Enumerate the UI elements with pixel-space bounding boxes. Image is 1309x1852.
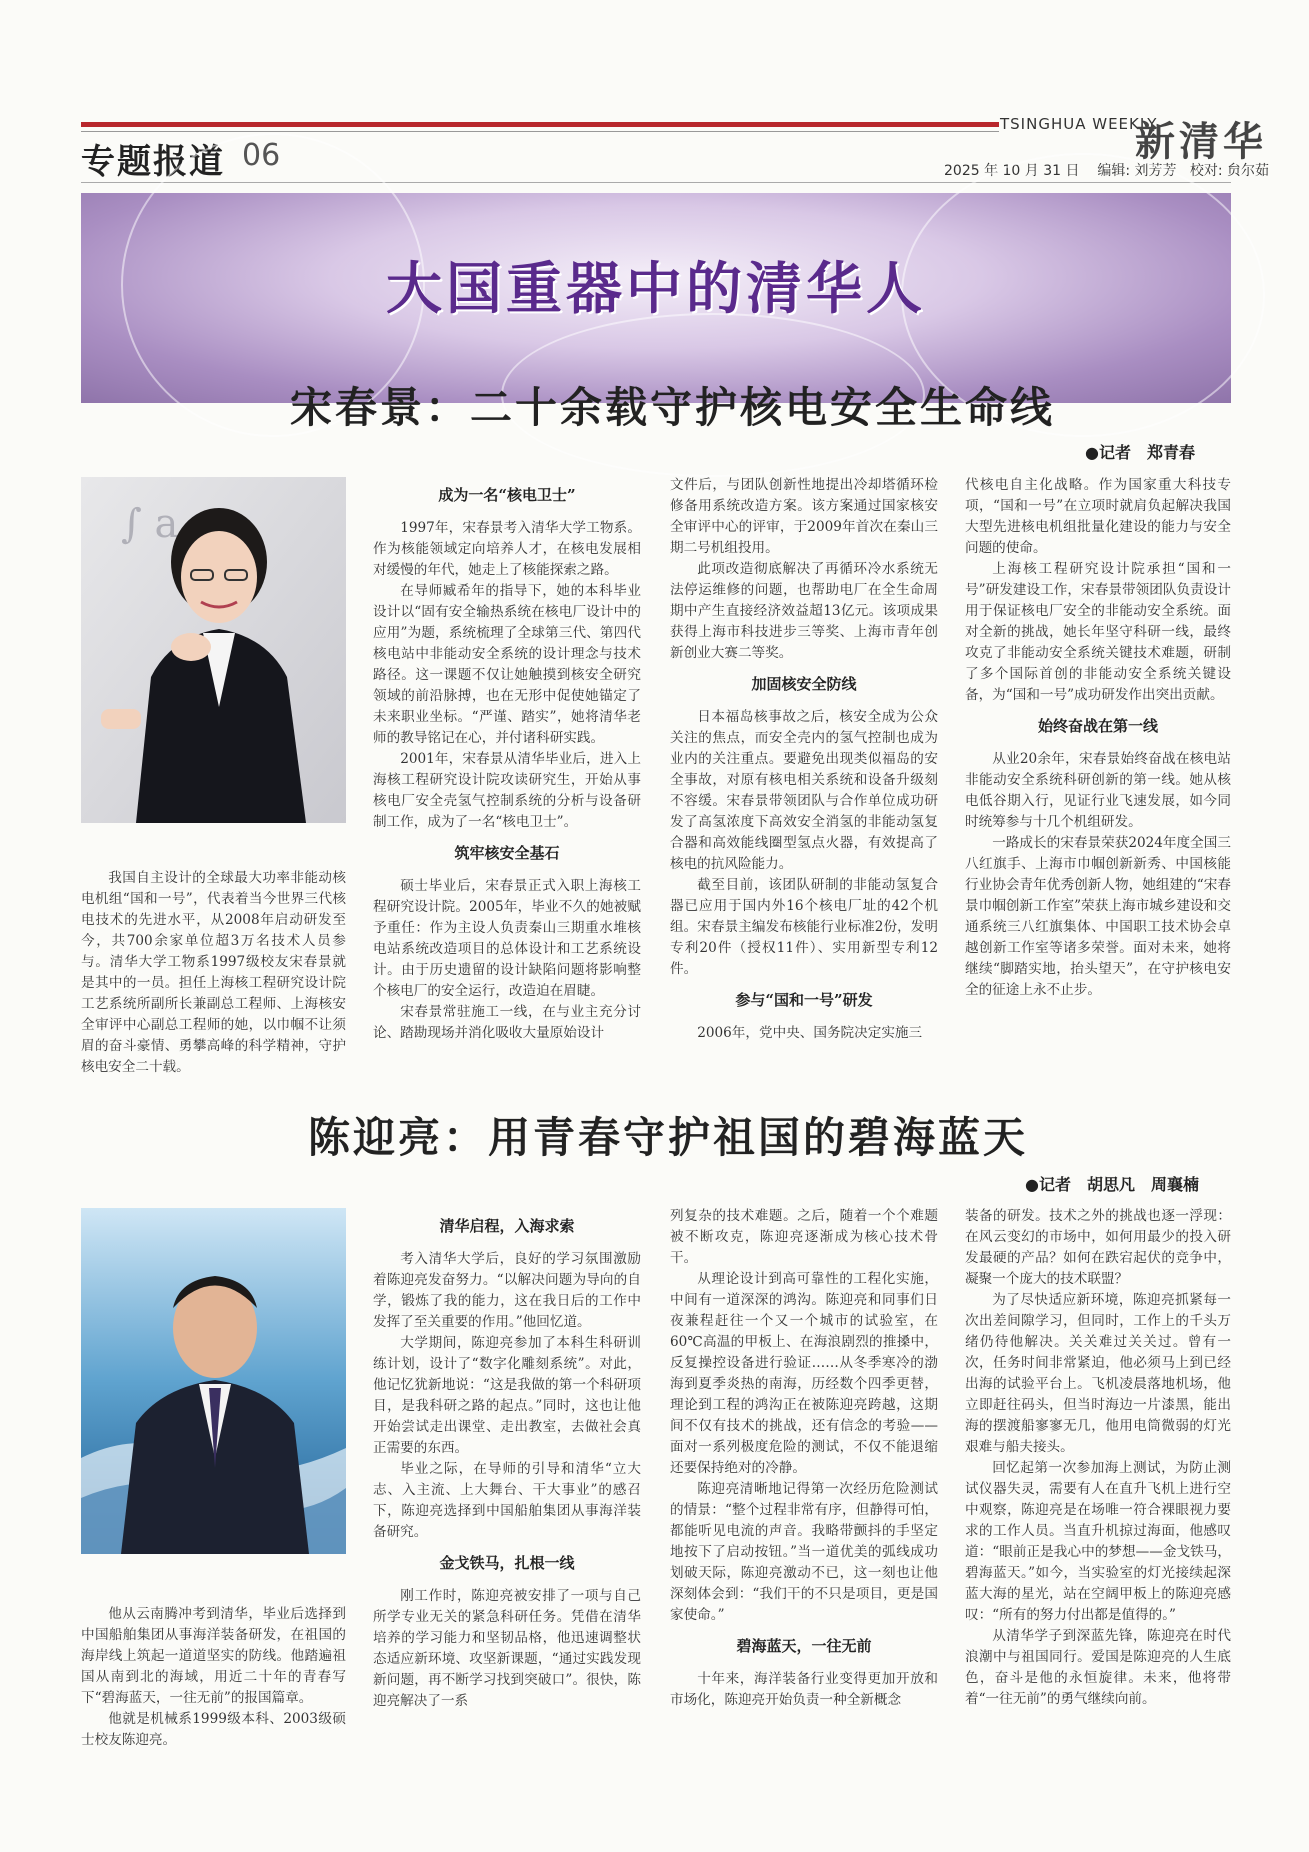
paragraph: 1997年，宋春景考入清华大学工物系。作为核能领域定向培养人才，在核电发展相对缓慢的年代，她走上了核能探索之路。	[373, 520, 641, 578]
proofreader-credit: 校对: 贠尔茹	[1189, 163, 1270, 179]
article2-intro-paragraph: 他从云南腾冲考到清华，毕业后选择到中国船舶集团从事海洋装备研发，在祖国的海岸线上筑起一道道坚实的防线。他踏遍祖国从南到北的海域，用近二十年的青春写下“碧海蓝天，一往无前”的报国篇章。	[81, 1606, 346, 1706]
portrait-chen-yingliang	[81, 1208, 346, 1554]
article2-headline: 陈迎亮：用青春守护祖国的碧海蓝天	[308, 1113, 1029, 1162]
page-number: 06	[242, 138, 281, 173]
paragraph: 一路成长的宋春景荣获2024年度全国三八红旗手、上海市巾帼创新新秀、中国核能行业协会青年优秀创新人物，她组建的“宋春景巾帼创新工作室”荣获上海市城乡建设和交通系统三八红旗集体、中国职工技术协会卓越创新工作室等诸多荣誉。面对未来，她将继续“脚踏实地，抬头望天”，在守护核电安全的征途上永不止步。	[965, 835, 1231, 998]
paragraph: 从理论设计到高可靠性的工程化实施，中间有一道深深的鸿沟。陈迎亮和同事们日夜兼程赶往一个又一个城市的试验室，在60℃高温的甲板上、在海浪剧烈的推搡中，反复操控设备进行验证……从冬季寒冷的渤海到夏季炎热的南海，历经数个四季更替，理论到工程的鸿沟正在被陈迎亮跨越，这期间不仅有技术的挑战，还有信念的考验——面对一系列极度危险的测试，不仅不能退缩还要保持绝对的冷静。	[670, 1271, 938, 1476]
header-red-rule	[81, 122, 999, 127]
paragraph: 考入清华大学后，良好的学习氛围激励着陈迎亮发奋努力。“以解决问题为导向的自学，锻炼了我的能力，这在我日后的工作中发挥了至关重要的作用。”他回忆道。	[373, 1251, 641, 1330]
article1-column-2	[670, 475, 938, 1044]
feature-banner	[81, 193, 1231, 403]
article2-column-1	[373, 1206, 641, 1712]
article1-column-1	[373, 475, 641, 1044]
article1-byline: ●记者 郑青春	[1085, 443, 1195, 462]
paragraph: 回忆起第一次参加海上测试，为防止测试仪器失灵，需要有人在直升飞机上进行空中观察，陈迎亮是在场唯一符合裸眼视力要求的工作人员。当直升机掠过海面，他感叹道：“眼前正是我心中的梦想——金戈铁马，碧海蓝天。”如今，当实验室的灯光接续起深蓝大海的星光，站在空阔甲板上的陈迎亮感叹：“所有的努力付出都是值得的。”	[965, 1460, 1231, 1623]
editor-credit: 编辑: 刘芳芳	[1097, 163, 1177, 179]
subheading: 金戈铁马，扎根一线	[439, 1554, 575, 1572]
paragraph: 从业20余年，宋春景始终奋战在核电站非能动安全系统科研创新的第一线。她从核电低谷期入行，见证行业飞速发展，如今同时统筹参与十几个机组研发。	[965, 751, 1231, 830]
paragraph: 文件后，与团队创新性地提出冷却塔循环检修备用系统改造方案。该方案通过国家核安全审评中心的评审，于2009年首次在秦山三期二号机组投用。	[670, 477, 938, 556]
paragraph: 刚工作时，陈迎亮被安排了一项与自己所学专业无关的紧急科研任务。凭借在清华培养的学习能力和坚韧品格，他迅速调整状态适应新环境、攻坚新课题，“通过实践发现新问题，再不断学习找到突破口”。很快，陈迎亮解决了一系	[373, 1588, 641, 1709]
paragraph: 在导师臧希年的指导下，她的本科毕业设计以“固有安全输热系统在核电厂设计中的应用”为题，系统梳理了全球第三代、第四代核电站中非能动安全系统的设计理念与技术路径。这一课题不仅让她触摸到核安全研究领域的前沿脉搏，也在无形中促使她锚定了未来职业坐标。“严谨、踏实”，她将清华老师的教导铭记在心，并付诸科研实践。	[373, 583, 641, 746]
article1-headline: 宋春景：二十余载守护核电安全生命线	[290, 383, 1056, 432]
paragraph: 装备的研发。技术之外的挑战也逐一浮现：在风云变幻的市场中，如何用最少的投入研发最硬的产品？如何在跌宕起伏的竞争中，凝聚一个庞大的技术联盟？	[965, 1208, 1231, 1287]
paragraph: 宋春景常驻施工一线，在与业主充分讨论、踏勘现场并消化吸收大量原始设计	[373, 1004, 641, 1041]
paragraph: 列复杂的技术难题。之后，随着一个个难题被不断攻克，陈迎亮逐渐成为核心技术骨干。	[670, 1208, 938, 1266]
paragraph: 陈迎亮清晰地记得第一次经历危险测试的情景：“整个过程非常有序，但静得可怕，都能听见电流的声音。我略带颤抖的手坚定地按下了启动按钮。”当一道优美的弧线成功划破天际，陈迎亮激动不已，这一刻也让他深刻体会到：“我们干的不只是项目，更是国家使命。”	[670, 1481, 938, 1623]
paragraph: 上海核工程研究设计院承担“国和一号”研发建设工作，宋春景带领团队负责设计用于保证核电厂安全的非能动安全系统。面对全新的挑战，她长年坚守科研一线，最终攻克了非能动安全系统关键技术难题，研制了多个国际首创的非能动安全系统关键设备，为“国和一号”成功研发作出突出贡献。	[965, 561, 1231, 703]
article2-column-3	[965, 1206, 1231, 1710]
paragraph: 此项改造彻底解决了再循环冷水系统无法停运维修的问题，也帮助电厂在全生命周期中产生直接经济效益超13亿元。该项成果获得上海市科技进步三等奖、上海市青年创新创业大赛二等奖。	[670, 561, 938, 661]
subheading: 筑牢核安全基石	[454, 844, 560, 862]
paragraph: 截至目前，该团队研制的非能动氢复合器已应用于国内外16个核电厂址的42个机组。宋春景主编发布核能行业标准2份，发明专利20件（授权11件）、实用新型专利12件。	[670, 877, 938, 977]
paragraph: 为了尽快适应新环境，陈迎亮抓紧每一次出差间隙学习，但同时，工作上的千头万绪仍待他解决。关关难过关关过。曾有一次，任务时间非常紧迫，他必须马上到已经出海的试验平台上。飞机凌晨落地机场，他立即赶往码头，但当时海边一片漆黑，能出海的摆渡船寥寥无几，他用电筒微弱的灯光艰难与船夫接头。	[965, 1292, 1231, 1455]
masthead-logo: 新清华	[1135, 118, 1267, 165]
paragraph: 代核电自主化战略。作为国家重大科技专项，“国和一号”在立项时就肩负起解决我国大型先进核电机组批量化建设的能力与安全问题的使命。	[965, 477, 1231, 556]
paragraph: 大学期间，陈迎亮参加了本科生科研训练计划，设计了“数字化雕刻系统”。对此，他记忆犹新地说：“这是我做的第一个科研项目，是我科研之路的起点。”同时，这也让他开始尝试走出课堂、走出教室，去做社会真正需要的东西。	[373, 1335, 641, 1456]
subheading: 成为一名“核电卫士”	[438, 486, 576, 504]
paragraph: 日本福岛核事故之后，核安全成为公众关注的焦点，而安全壳内的氢气控制也成为业内的关注重点。要避免出现类似福岛的安全事故，对原有核电相关系统和设备升级刻不容缓。宋春景带领团队与合作单位成功研发了高氢浓度下高效安全消氢的非能动氢复合器和高效能线圈型氢点火器，有效提高了核电的抗风险能力。	[670, 709, 938, 872]
paragraph: 2006年，党中央、国务院决定实施三	[697, 1025, 923, 1041]
article1-intro	[81, 868, 346, 1078]
article2-intro	[81, 1604, 346, 1751]
subheading: 参与“国和一号”研发	[735, 991, 873, 1009]
banner-title: 大国重器中的清华人	[386, 257, 926, 322]
subheading: 清华启程，入海求索	[439, 1217, 575, 1235]
issue-date: 2025 年 10 月 31 日	[944, 163, 1080, 179]
paragraph: 十年来，海洋装备行业变得更加开放和市场化，陈迎亮开始负责一种全新概念	[670, 1671, 938, 1708]
article1-intro-paragraph: 我国自主设计的全球最大功率非能动核电机组“国和一号”，代表着当今世界三代核电技术的先进水平，从2008年启动研发至今，共700余家单位超3万名技术人员参与。清华大学工物系1997级校友宋春景就是其中的一员。担任上海核工程研究设计院工艺系统所副所长兼副总工程师、上海核安全审评中心副总工程师的她，以巾帼不让须眉的奋斗豪情、勇攀高峰的科学精神，守护核电安全二十载。	[81, 870, 346, 1075]
article2-column-2	[670, 1206, 938, 1711]
subheading: 碧海蓝天，一往无前	[736, 1637, 872, 1655]
paragraph: 硕士毕业后，宋春景正式入职上海核工程研究设计院。2005年，毕业不久的她被赋予重任：作为主设人负责秦山三期重水堆核电站系统改造项目的总体设计和工艺系统设计。由于历史遗留的设计缺陷问题将影响整个核电厂的安全运行，改造迫在眉睫。	[373, 878, 641, 999]
section-title: 专题报道	[81, 142, 225, 182]
paragraph: 从清华学子到深蓝先锋，陈迎亮在时代浪潮中与祖国同行。爱国是陈迎亮的人生底色，奋斗是他的永恒旋律。未来，他将带着“一往无前”的勇气继续向前。	[965, 1628, 1231, 1707]
svg-text:∫ a: ∫ a	[121, 501, 179, 547]
article2-byline: ●记者 胡思凡 周襄楠	[1025, 1175, 1199, 1194]
article2-intro-paragraph: 他就是机械系1999级本科、2003级硕士校友陈迎亮。	[81, 1711, 346, 1748]
subheading: 加固核安全防线	[751, 675, 857, 693]
paragraph: 2001年，宋春景从清华毕业后，进入上海核工程研究设计院攻读研究生，开始从事核电厂安全壳氢气控制系统的分析与设备研制工作，成为了一名“核电卫士”。	[373, 751, 641, 830]
paragraph: 毕业之际，在导师的引导和清华“立大志、入主流、上大舞台、干大事业”的感召下，陈迎亮选择到中国船舶集团从事海洋装备研究。	[373, 1461, 641, 1540]
header-grey-rule	[81, 131, 999, 132]
weekly-label: TSINGHUA WEEKLY	[1000, 115, 1158, 133]
subheading: 始终奋战在第一线	[1037, 717, 1158, 735]
article1-column-3	[965, 475, 1231, 1001]
portrait-song-chunjing	[81, 477, 346, 823]
